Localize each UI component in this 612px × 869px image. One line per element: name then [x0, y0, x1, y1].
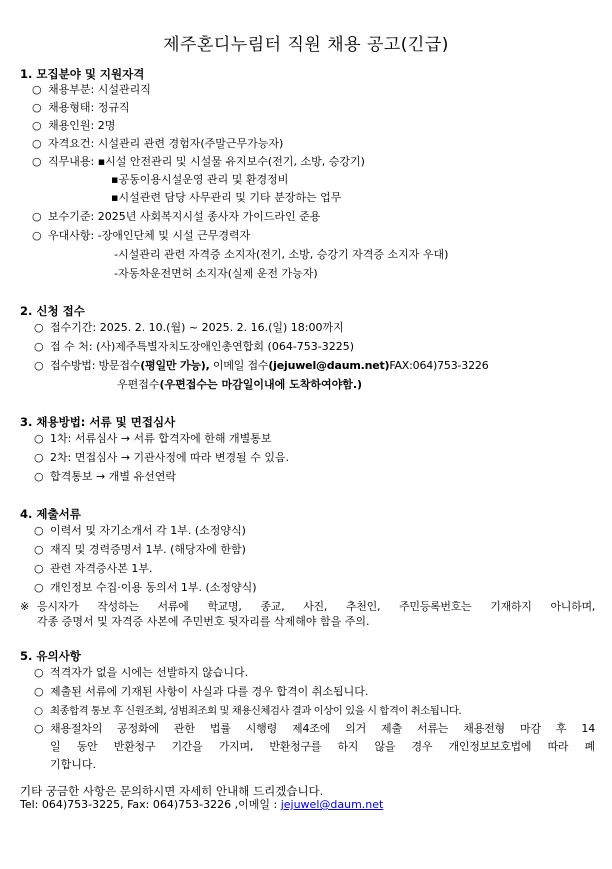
list-item: -자동차운전면허 소지자(실제 운전 가능자): [114, 267, 318, 280]
list-item: ○ 채용형태: 정규직: [32, 101, 130, 114]
section-2-heading: 2. 신청 접수: [20, 304, 85, 318]
footer-contact: Tel: 064)753-3225, Fax: 064)753-3226 ,이메일 : jejuwel@daum.net: [20, 798, 384, 811]
list-item: ○ 채용인원: 2명: [32, 119, 116, 132]
list-item: ○ 제출된 서류에 기재된 사항이 사실과 다를 경우 합격이 취소됩니다.: [34, 685, 369, 698]
list-item: ○ 직무내용: ▪시설 안전관리 및 시설물 유지보수(전기, 소방, 승강기): [32, 155, 365, 168]
list-item: ○ 적격자가 없을 시에는 선발하지 않습니다.: [34, 666, 249, 679]
section-1-heading: 1. 모집분야 및 지원자격: [20, 67, 145, 81]
list-item: ○ 채용절차의 공정화에 관한 법률 시행령 제4조에 의거 제출 서류는 채용전형 마감 후 14: [34, 722, 595, 735]
page-title: 제주혼디누림터 직원 채용 공고(긴급): [163, 35, 449, 55]
list-item: ○ 이력서 및 자기소개서 각 1부. (소정양식): [34, 524, 246, 537]
list-item: ○ 접수기간: 2025. 2. 10.(월) ~ 2025. 2. 16.(일) 18:00까지: [34, 321, 344, 334]
list-item: ○ 보수기준: 2025년 사회복지시설 종사자 가이드라인 준용: [32, 210, 321, 223]
section-3-heading: 3. 채용방법: 서류 및 면접심사: [20, 415, 176, 429]
list-item: -시설관리 관련 자격증 소지자(전기, 소방, 승강기 자격증 소지자 우대): [114, 248, 449, 261]
email-link[interactable]: jejuwel@daum.net: [280, 798, 384, 811]
list-item: ○ 합격통보 → 개별 유선연락: [34, 470, 176, 483]
list-item: ○ 접 수 처: (사)제주특별자치도장애인총연합회 (064-753-3225): [34, 340, 355, 353]
list-item: ○ 접수방법: 방문접수(평일만 가능), 이메일 접수(jejuwel@daum.net)FAX:064)753-3226: [34, 359, 489, 372]
list-item: ▪시설관련 담당 사무관리 및 기타 분장하는 업무: [111, 191, 342, 204]
list-item: ○ 1차: 서류심사 → 서류 합격자에 한해 개별통보: [34, 432, 272, 445]
section-5-heading: 5. 유의사항: [20, 649, 81, 663]
list-item: ○ 자격요건: 시설관리 관련 경험자(주말근무가능자): [32, 137, 284, 150]
list-item: ○ 관련 자격증사본 1부.: [34, 562, 153, 575]
list-item: ○ 2차: 면접심사 → 기관사정에 따라 변경될 수 있음.: [34, 451, 290, 464]
note: ※ 응시자가 작성하는 서류에 학교명, 종교, 사진, 추천인, 주민등록번호는 기재하지 아니하며,: [20, 600, 595, 613]
note-continued: 각종 증명서 및 자격증 사본에 주민번호 뒷자리를 삭제해야 함을 주의.: [37, 615, 370, 628]
footer-note: 기타 궁금한 사항은 문의하시면 자세히 안내해 드리겠습니다.: [20, 784, 324, 798]
list-item: ▪공동이용시설운영 관리 및 환경정비: [111, 173, 289, 186]
list-item: ○ 재직 및 경력증명서 1부. (해당자에 한함): [34, 543, 246, 556]
section-4-heading: 4. 제출서류: [20, 507, 81, 521]
list-item: ○ 개인정보 수집·이용 동의서 1부. (소정양식): [34, 581, 257, 594]
list-item: ○ 최종합격 통보 후 신원조회, 성범죄조회 및 채용신체검사 결과 이상이 있을 시 합격이 취소됩니다.: [34, 705, 462, 717]
list-item-continued: 일 동안 반환청구 기간을 가지며, 반환청구를 하지 않을 경우 개인정보보호법에 따라 폐: [50, 740, 595, 753]
list-item: ○ 채용부분: 시설관리직: [32, 83, 151, 96]
list-item: 우편접수(우편접수는 마감일이내에 도착하여야함.): [117, 378, 363, 391]
list-item-continued: 기합니다.: [50, 758, 97, 771]
list-item: ○ 우대사항: -장애인단체 및 시설 근무경력자: [32, 229, 251, 242]
